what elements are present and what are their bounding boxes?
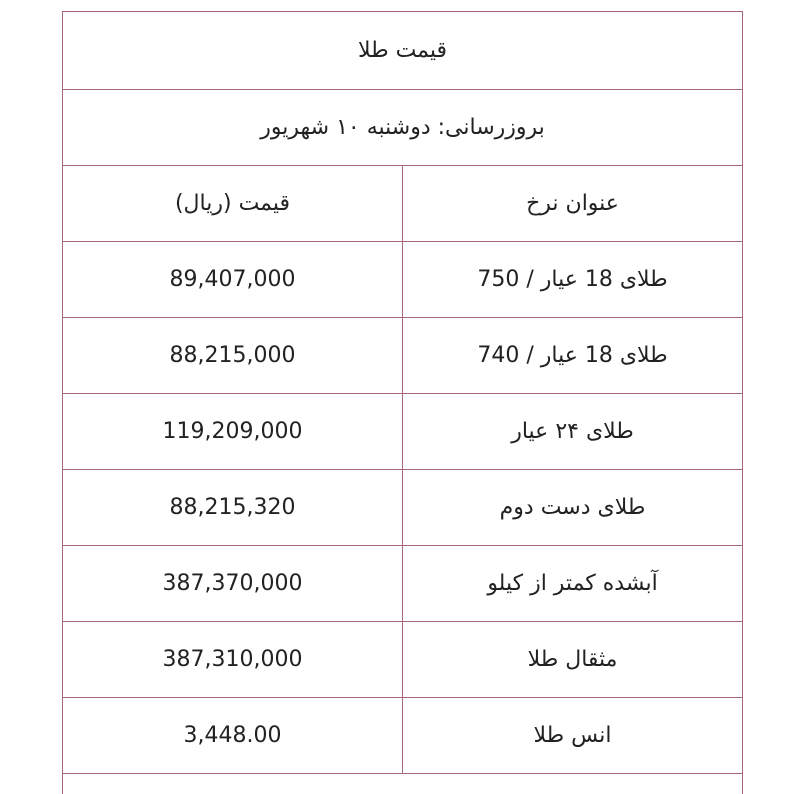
row-label: طلای 18 عیار / 740 xyxy=(403,318,743,394)
table-row xyxy=(63,242,743,318)
row-label: طلای 18 عیار / 750 xyxy=(403,242,743,318)
empty-cell xyxy=(63,774,743,794)
table-row xyxy=(63,394,743,470)
table-title-row xyxy=(63,12,743,90)
table-row xyxy=(63,470,743,546)
row-price: 89,407,000 xyxy=(63,242,403,318)
table-row-empty xyxy=(63,774,743,794)
update-date: بروزرسانی: دوشنبه ۱۰ شهریور xyxy=(63,90,743,166)
row-label: طلای ۲۴ عیار xyxy=(403,394,743,470)
row-price: 119,209,000 xyxy=(63,394,403,470)
table-row xyxy=(63,622,743,698)
row-price: 88,215,000 xyxy=(63,318,403,394)
header-rate-title: عنوان نرخ xyxy=(403,166,743,242)
table-row xyxy=(63,546,743,622)
row-label: مثقال طلا xyxy=(403,622,743,698)
row-label: طلای دست دوم xyxy=(403,470,743,546)
gold-price-table xyxy=(62,11,743,794)
header-price: قیمت (ریال) xyxy=(63,166,403,242)
table-row xyxy=(63,318,743,394)
row-price: 387,310,000 xyxy=(63,622,403,698)
row-label: آبشده کمتر از کیلو xyxy=(403,546,743,622)
header-row xyxy=(63,166,743,242)
gold-price-table-container xyxy=(62,11,742,794)
row-price: 88,215,320 xyxy=(63,470,403,546)
row-price: 3,448.00 xyxy=(63,698,403,774)
update-row xyxy=(63,90,743,166)
table-title: قیمت طلا xyxy=(63,12,743,90)
row-price: 387,370,000 xyxy=(63,546,403,622)
row-label: انس طلا xyxy=(403,698,743,774)
table-row xyxy=(63,698,743,774)
